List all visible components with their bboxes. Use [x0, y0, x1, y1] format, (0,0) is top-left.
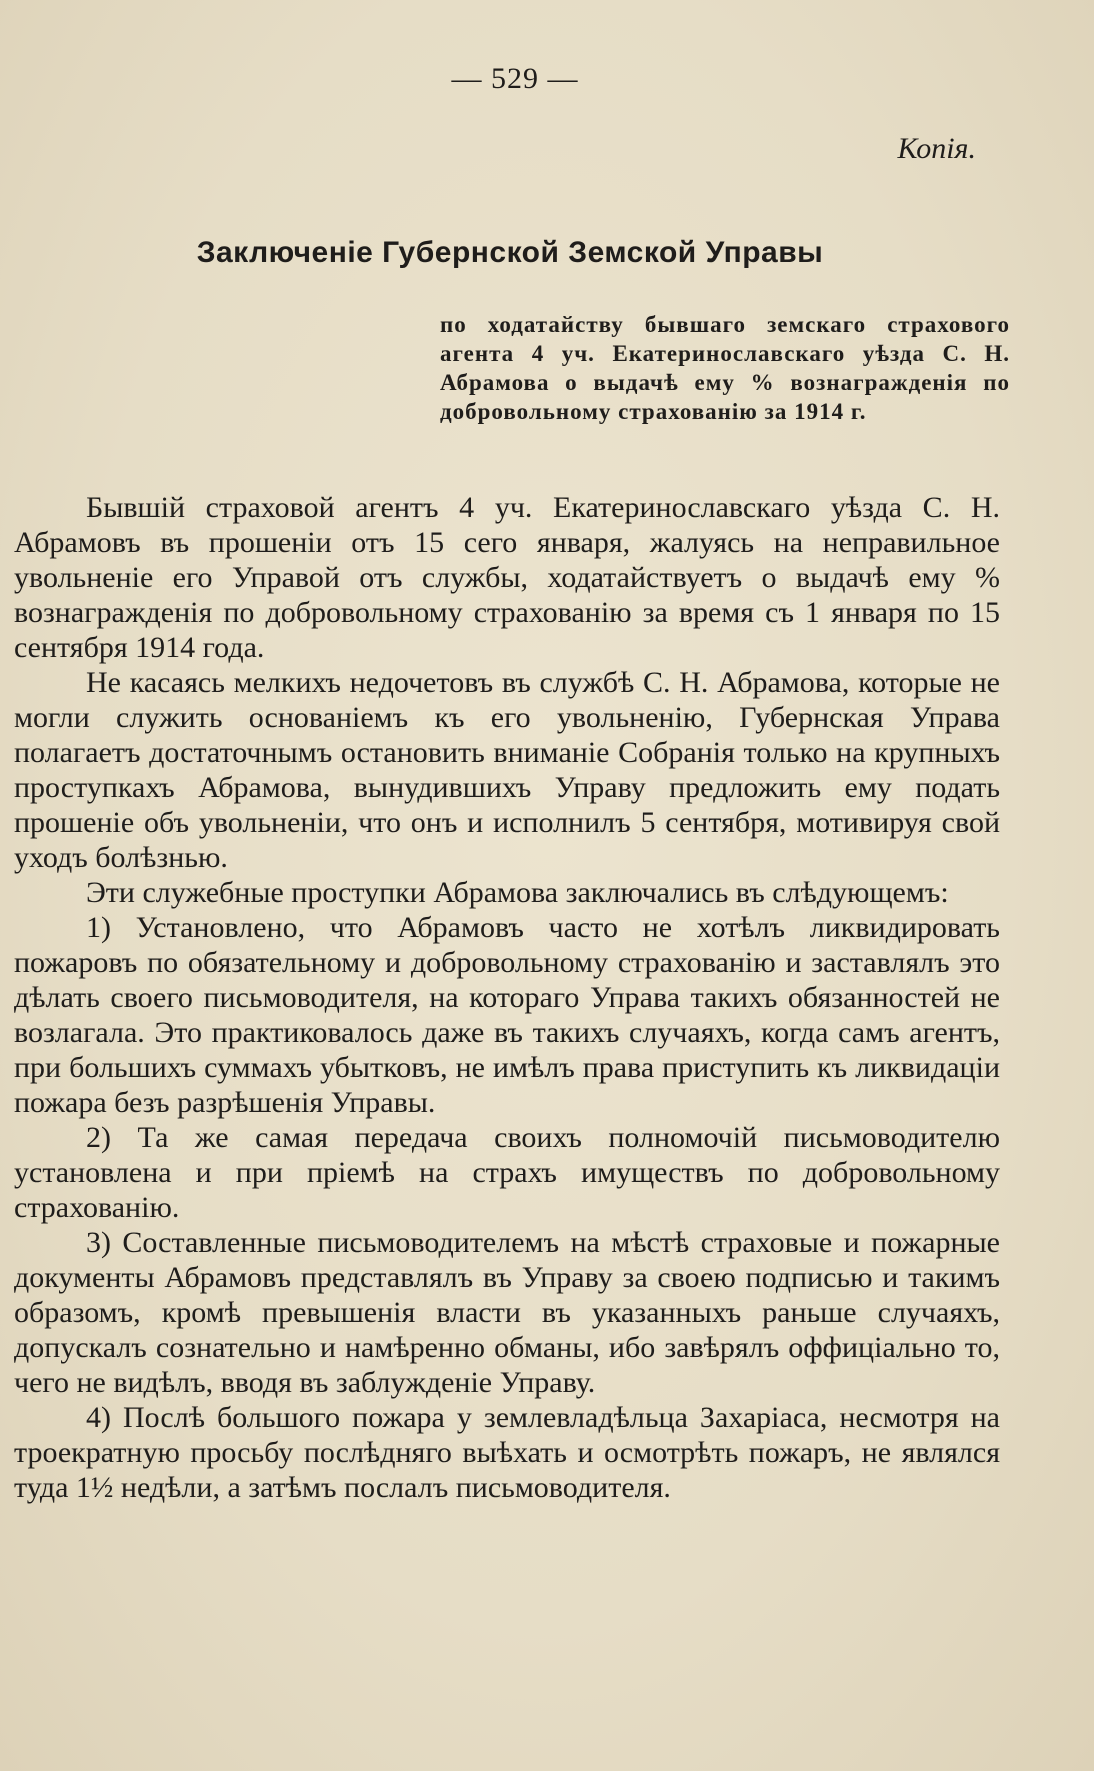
paragraph: 1) Установлено, что Абрамовъ часто не хотѣлъ ликвидировать пожаровъ по обязательному и добровольному страхованію и заставлялъ это дѣлать своего письмоводителя, на котораго Управа такихъ обязанностей не возлагала. Это практиковалось даже въ такихъ случаяхъ, когда самъ агентъ, при большихъ суммахъ убытковъ, не имѣлъ права приступить къ ликвидаціи пожара безъ разрѣшенія Управы.: [14, 911, 1000, 1119]
paragraph: 3) Составленные письмоводителемъ на мѣстѣ страховые и пожарные документы Абрамовъ представлялъ въ Управу за своею подписью и такимъ образомъ, кромѣ превышенія власти въ указанныхъ раньше случаяхъ, допускалъ сознательно и намѣренно обманы, ибо завѣрялъ оффиціально то, чего не видѣлъ, вводя въ заблужденіе Управу.: [14, 1226, 1000, 1399]
document-title: Заключеніе Губернской Земской Управы: [196, 236, 824, 269]
document-subtitle: по ходатайству бывшаго земскаго страхового агента 4 уч. Екатеринославскаго уѣзда С. Н. Абрамова о выдачѣ ему % вознагражденія по добровольному страхованію за 1914 г.: [440, 312, 1010, 424]
paragraph: Не касаясь мелкихъ недочетовъ въ службѣ С. Н. Абрамова, которые не могли служить основаніемъ къ его увольненію, Губернская Управа полагаетъ достаточнымъ остановить вниманіе Собранія только на крупныхъ проступкахъ Абрамова, вынудившихъ Управу предложить ему подать прошеніе объ увольненіи, что онъ и исполнилъ 5 сентября, мотивируя свой уходъ болѣзнью.: [14, 666, 1000, 874]
paragraph: 4) Послѣ большого пожара у землевладѣльца Захаріаса, несмотря на троекратную просьбу послѣдняго выѣхать и осмотрѣть пожаръ, не являлся туда 1½ недѣли, а затѣмъ послалъ письмоводителя.: [14, 1401, 1000, 1504]
paragraph: Бывшій страховой агентъ 4 уч. Екатеринославскаго уѣзда С. Н. Абрамовъ въ прошеніи отъ 15 сего января, жалуясь на неправильное увольненіе его Управой отъ службы, ходатайствуетъ о выдачѣ ему % вознагражденія по добровольному страхованію за время съ 1 января по 15 сентября 1914 года.: [14, 491, 1000, 664]
page-number: — 529 —: [451, 62, 579, 95]
paragraph: Эти служебные проступки Абрамова заключались въ слѣдующемъ:: [86, 876, 949, 909]
document-body: [14, 490, 1000, 1505]
paragraph: 2) Та же самая передача своихъ полномочій письмоводителю установлена и при пріемѣ на страхъ имуществъ по добровольному страхованію.: [14, 1121, 1000, 1224]
copy-mark: Копія.: [897, 132, 976, 165]
